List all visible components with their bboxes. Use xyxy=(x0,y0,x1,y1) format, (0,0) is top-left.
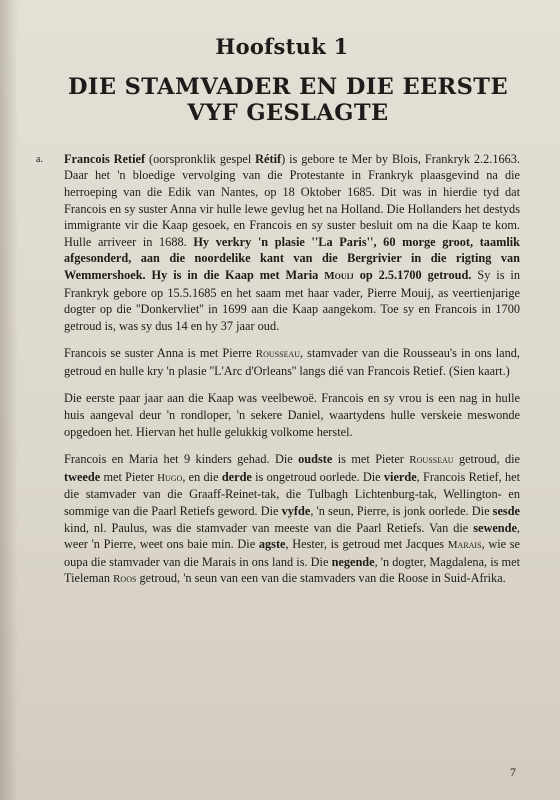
text-run: getroud, 'n seun van een van die stamvaders van die Roose in Suid-Afrika. xyxy=(136,571,506,586)
paragraph-anna xyxy=(64,345,520,379)
surname-roos: Roos xyxy=(113,573,137,586)
surname-marais: Marais xyxy=(447,539,482,552)
name-francois-retief: Francois Retief xyxy=(64,151,146,166)
page-gutter-shadow xyxy=(0,0,18,800)
ordinal-vyfde: vyfde xyxy=(281,504,311,519)
text-run: Francois se suster Anna is met Pierre xyxy=(64,346,256,361)
surname-mouij: Mouij xyxy=(324,269,354,282)
page-number: 7 xyxy=(510,765,516,779)
chapter-title-line-2: VYF GESLAGTE xyxy=(187,99,389,126)
surname-rousseau: Rousseau xyxy=(409,454,454,467)
text-run: , stamvader van die Rousseau's in ons land, getroud en hulle kry 'n plasie ''L'Arc d'Orleans'' langs dié van Francois Retief. (Sien kaart.) xyxy=(64,346,520,378)
ordinal-oudste: oudste xyxy=(298,452,333,467)
text-run: is ongetroud oorlede. Die xyxy=(251,469,384,484)
ordinal-agste: agste xyxy=(258,537,286,552)
paragraph-stamvader xyxy=(36,151,521,335)
chapter-title xyxy=(64,75,520,127)
ordinal-sewende: sewende xyxy=(473,520,517,535)
ordinal-vierde: vierde xyxy=(383,469,417,484)
text-run: , wie se oupa die stamvader van die Marais in ons land is. Die xyxy=(64,537,520,569)
surname-rousseau: Rousseau xyxy=(255,348,301,361)
ordinal-sesde: sesde xyxy=(492,504,520,519)
text-run: kind, nl. Paulus, was die stamvader van meeste van die Paarl Retiefs. Van die xyxy=(64,520,474,535)
ordinal-derde: derde xyxy=(221,469,252,484)
ordinal-negende: negende xyxy=(331,554,375,569)
paragraph-eerste-jare xyxy=(64,390,520,440)
text-run: , Hester, is getroud met Jacques xyxy=(285,537,448,552)
text-run: , 'n dogter, Magdalena, is met Tieleman xyxy=(64,554,520,586)
chapter-heading: Hoofstuk 1 xyxy=(215,34,349,59)
text-run: is met Pieter xyxy=(332,452,410,467)
paragraph-marker: a. xyxy=(36,153,43,165)
text-run: , Francois Retief, het die stamvader van die Graaff-Reinet-tak, die Tulbagh Lichtenburg-tak, Wellington- en sommige van die Paarl Retiefs geword. Die xyxy=(64,469,520,519)
text-run: , weer 'n Pierre, weet ons baie min. Die xyxy=(64,520,520,552)
name-retif: Rétif xyxy=(255,151,282,166)
text-run: , 'n seun, Pierre, is jonk oorlede. Die xyxy=(310,504,493,519)
surname-hugo: Hugo xyxy=(157,471,183,484)
bold-passage-married: op 2.5.1700 getroud. xyxy=(353,267,472,282)
text-run: Die eerste paar jaar aan die Kaap was veelbewoë. Francois en sy vrou is een nag in hulle huis aangeval deur 'n rondloper, 'n sekere Daniel, waartydens hulle verskeie meswonde opgedoen het. Hiervan het hulle gelukkig volkome herstel. xyxy=(64,391,520,439)
text-run: met Pieter xyxy=(100,469,158,484)
text-run: getroud, die xyxy=(453,452,521,467)
bold-passage-la-paris: Hy verkry 'n plasie ''La Paris'', 60 morge groot, taamlik afgesonderd, aan die noordelike kant van die Bergrivier in die rigting van Wemmershoek. Hy is in die Kaap met Maria xyxy=(64,234,521,282)
text-run: ) is gebore te Mer by Blois, Frankryk 2.2.1663. Daar het 'n bloedige vervolging van die Protestante in Frankryk plaasgevind na die herroeping van die Edik van Nantes, op 18 Oktober 1685. Dit was in hierdie tyd dat Francois en sy suster Anna vir hulle lewe gevlug het na Holland. Die Hollanders het destyds immigrante vir die Kaap gesoek, en Francois en sy suster besluit om na die Kaap te kom. Hulle arriveer in 1688. xyxy=(64,151,520,249)
text-run: Sy is in Frankryk gebore op 15.5.1685 en het saam met haar vader, Pierre Mouij, as veertienjarige dogter op die ''Donkervliet'' in 1699 aan die Kaap aangekom. Toe sy en Francois in 1700 getroud is, was sy dus 14 en hy 37 jaar oud. xyxy=(64,267,520,333)
paragraph-kinders xyxy=(64,451,520,588)
ordinal-tweede: tweede xyxy=(64,469,101,484)
text-run: , en die xyxy=(182,469,222,484)
text-run: Francois en Maria het 9 kinders gehad. Die xyxy=(64,452,299,467)
chapter-title-line-1: DIE STAMVADER EN DIE EERSTE xyxy=(67,74,508,100)
text-run: (oorspronklik gespel xyxy=(145,151,256,166)
